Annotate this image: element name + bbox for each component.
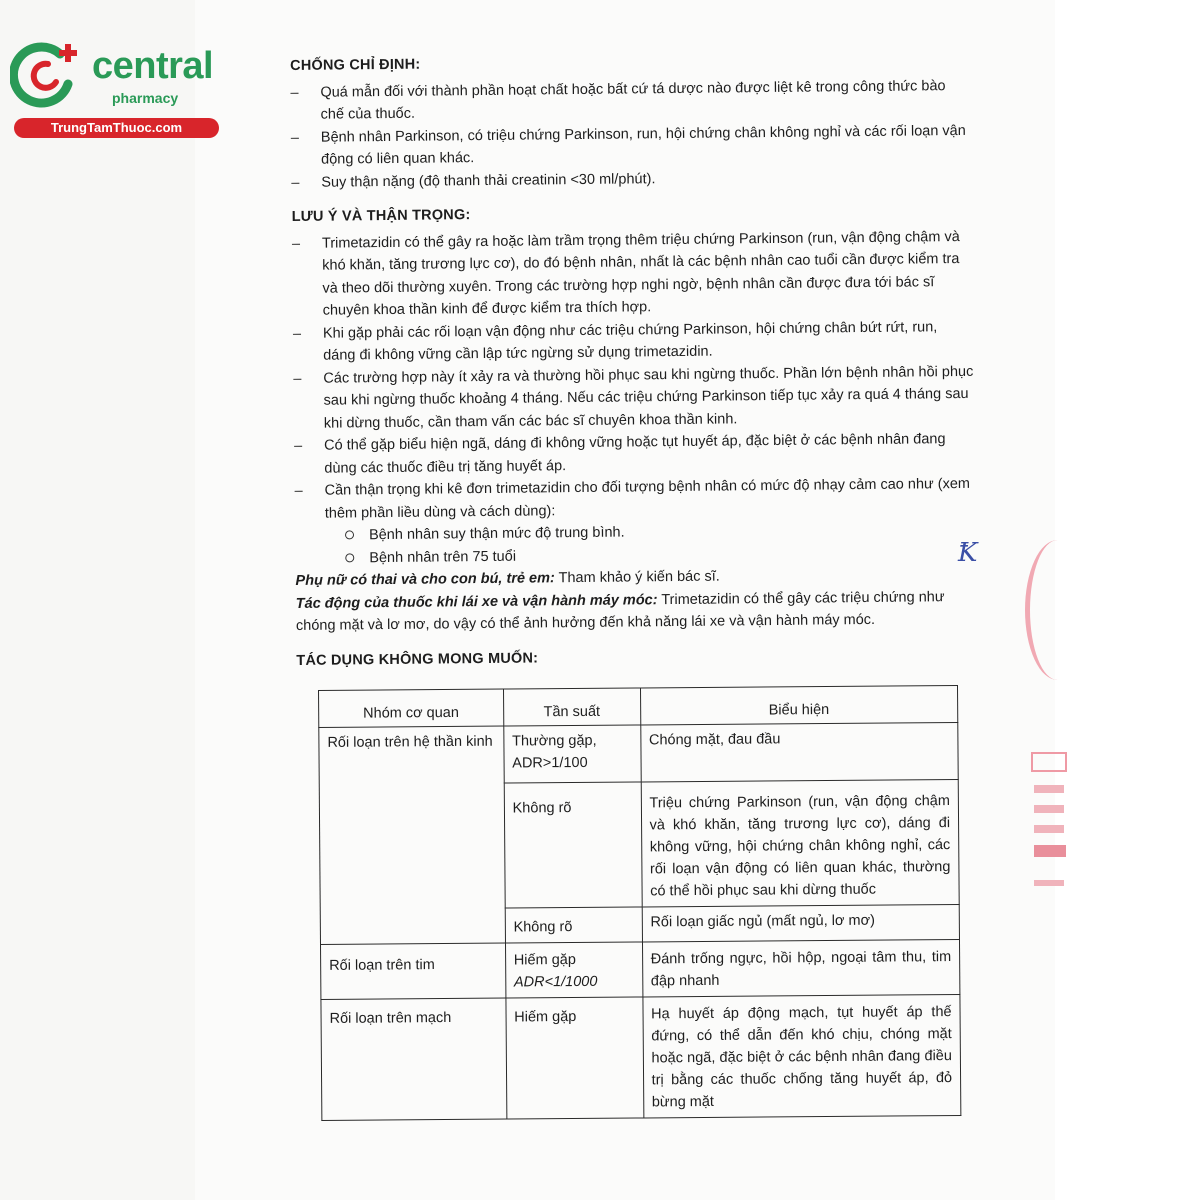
handwritten-signature-icon: Ꝁ — [958, 538, 978, 568]
driving-paragraph — [296, 585, 976, 637]
table-cell-frequency: Không rõ — [504, 782, 642, 908]
frequency-text: Thường gặp, — [512, 732, 597, 750]
table-row — [320, 939, 959, 999]
table-cell-frequency: Hiếm gặp — [506, 997, 644, 1119]
stamp-mark-icon — [1030, 745, 1070, 905]
frequency-text: Hiếm gặp — [513, 951, 576, 969]
table-cell-effect: Rối loạn giấc ngủ (mất ngủ, lơ mơ) — [642, 904, 960, 941]
column-header: Tần suất — [503, 688, 640, 726]
table-row — [319, 722, 958, 784]
pregnancy-label: Phụ nữ có thai và cho con bú, trẻ em: — [295, 570, 555, 589]
sub-list-item-text: Bệnh nhân suy thận mức độ trung bình. — [368, 524, 625, 544]
list-item: – Quá mẫn đối với thành phần hoạt chất hoặc bất cứ tá dược nào được liệt kê trong công thức bào chế của thuốc. — [290, 77, 946, 123]
table-header-row — [319, 685, 958, 727]
table-cell-frequency — [505, 942, 642, 998]
sub-list-item-text: Bệnh nhân trên 75 tuổi — [369, 548, 517, 566]
frequency-rate: ADR>1/100 — [512, 754, 588, 772]
list-item-text: Trimetazidin có thể gây ra hoặc làm trầm trọng thêm triệu chứng Parkinson (run, vận động chậm và khó khăn, tăng trương lực cơ), do đó bệnh nhân, nhất là các bệnh nhân cao tuổi cần được kiểm tra và theo dõi thường xuyên. Trong các trường hợp nghi ngờ, bệnh nhân cần được đưa tới bác sĩ chuyên khoa thần kinh để được kiểm tra thích hợp. — [321, 228, 960, 319]
list-item: – Khi gặp phải các rối loạn vận động như các triệu chứng Parkinson, hội chứng chân bứt rứt, run, dáng đi không vững cần lập tức ngừng sử dụng trimetazidin. — [292, 318, 938, 364]
list-item: – Bệnh nhân Parkinson, có triệu chứng Parkinson, run, hội chứng chân không nghỉ và các rối loạn vận động có liên quan khác. — [290, 122, 966, 168]
list-item-text: Suy thận nặng (độ thanh thải creatinin <30 ml/phút). — [321, 170, 656, 191]
table-row — [321, 994, 961, 1120]
list-item: – Các trường hợp này ít xảy ra và thường hồi phục sau khi ngừng thuốc. Phần lớn bệnh nhân hồi phục sau khi ngừng thuốc khoảng 4 tháng. Nếu các triệu chứng Parkinson tiếp tục xảy ra quá 4 tháng sau khi dừng thuốc, cần tham vấn các bác sĩ chuyên khoa thần kinh. — [293, 363, 974, 432]
table-cell-group: Rối loạn trên hệ thần kinh — [319, 726, 505, 944]
table-cell-group: Rối loạn trên tim — [320, 943, 505, 999]
adverse-effects-table — [318, 685, 961, 1121]
table-cell-frequency — [503, 725, 640, 783]
table-cell-frequency: Không rõ — [505, 907, 642, 943]
list-item-text: Bệnh nhân Parkinson, có triệu chứng Parkinson, run, hội chứng chân không nghỉ và các rối loạn vận động có liên quan khác. — [320, 122, 966, 168]
list-item-text: Cần thận trọng khi kê đơn trimetazidin cho đối tượng bệnh nhân có mức độ nhạy cảm cao như (xem thêm phần liều dùng và cách dùng): — [324, 475, 971, 522]
driving-text: Trimetazidin có thể gây các triệu chứng như chóng mặt và lơ mơ, do vậy có thể ảnh hưởng đến khả năng lái xe và vận hành máy móc. — [295, 588, 945, 634]
pharmacy-cross-icon — [10, 38, 82, 110]
stamp-seal-icon — [1025, 540, 1090, 680]
bullet-circle-icon — [345, 530, 354, 539]
contraindications-heading: CHỐNG CHỈ ĐỊNH: — [290, 56, 421, 74]
list-item: – Suy thận nặng (độ thanh thải creatinin <30 ml/phút). — [291, 170, 656, 191]
list-item-text: Quá mẫn đối với thành phần hoạt chất hoặc bất cứ tá dược nào được liệt kê trong công thức bào chế của thuốc. — [320, 77, 946, 123]
list-item-text: Có thể gặp biểu hiện ngã, dáng đi không vững hoặc tụt huyết áp, đặc biệt ở các bệnh nhân đang dùng các thuốc điều trị tăng huyết áp. — [324, 431, 946, 477]
table-cell-group: Rối loạn trên mạch — [321, 998, 507, 1120]
adverse-effects-heading: TÁC DỤNG KHÔNG MONG MUỐN: — [296, 649, 539, 669]
bullet-circle-icon — [345, 553, 354, 562]
logo-subtitle: pharmacy — [112, 90, 179, 106]
pregnancy-text: Tham khảo ý kiến bác sĩ. — [554, 568, 720, 587]
list-item: – Có thể gặp biểu hiện ngã, dáng đi không vững hoặc tụt huyết áp, đặc biệt ở các bệnh nhân đang dùng các thuốc điều trị tăng huyết áp. — [294, 431, 946, 477]
list-item-text: Khi gặp phải các rối loạn vận động như các triệu chứng Parkinson, hội chứng chân bứt rứt, run, dáng đi không vững cần lập tức ngừng sử dụng trimetazidin. — [322, 318, 938, 364]
table-cell-effect: Đánh trống ngực, hồi hộp, ngoại tâm thu, tim đập nhanh — [642, 939, 960, 996]
list-item: – Cần thận trọng khi kê đơn trimetazidin cho đối tượng bệnh nhân có mức độ nhạy cảm cao như (xem thêm phần liều dùng và cách dùng): — [294, 475, 971, 522]
precautions-heading: LƯU Ý VÀ THẬN TRỌNG: — [291, 207, 471, 225]
column-header: Biểu hiện — [640, 685, 958, 724]
central-pharmacy-logo[interactable] — [10, 38, 215, 138]
table-cell-effect: Hạ huyết áp động mạch, tụt huyết áp thế đứng, có thể dẫn đến khó chịu, chóng mặt hoặc ngã, đặc biệt ở các bệnh nhân đang điều trị bằng các thuốc chống tăng huyết áp, đỏ bừng mặt — [642, 994, 960, 1117]
list-item: – Trimetazidin có thể gây ra hoặc làm trầm trọng thêm triệu chứng Parkinson (run, vận động chậm và khó khăn, tăng trương lực cơ), do đó bệnh nhân, nhất là các bệnh nhân cao tuổi cần được kiểm tra và theo dõi thường xuyên. Trong các trường hợp nghi ngờ, bệnh nhân cần được đưa tới bác sĩ chuyên khoa thần kinh để được kiểm tra thích hợp. — [291, 228, 960, 319]
document-body — [290, 48, 976, 676]
driving-label: Tác động của thuốc khi lái xe và vận hành máy móc: — [295, 591, 658, 612]
logo-wordmark: central — [92, 45, 214, 87]
frequency-rate: ADR<1/1000 — [513, 973, 598, 991]
list-item-text: Các trường hợp này ít xảy ra và thường hồi phục sau khi ngừng thuốc. Phần lớn bệnh nhân hồi phục sau khi ngừng thuốc khoảng 4 tháng. Nếu các triệu chứng Parkinson tiếp tục xảy ra quá 4 tháng sau khi dừng thuốc, cần tham vấn các bác sĩ chuyên khoa thần kinh. — [323, 363, 974, 432]
logo-site-link[interactable]: TrungTamThuoc.com — [14, 118, 219, 138]
table-cell-effect: Chóng mặt, đau đầu — [640, 722, 958, 781]
column-header: Nhóm cơ quan — [319, 689, 504, 727]
table-cell-effect: Triệu chứng Parkinson (run, vận động chậm và khó khăn, tăng trương lực cơ), dáng đi không vững, hội chứng chân không nghỉ, các rối loạn vận động có liên quan khác, thường có thể hồi phục sau khi dừng thuốc — [641, 779, 959, 906]
